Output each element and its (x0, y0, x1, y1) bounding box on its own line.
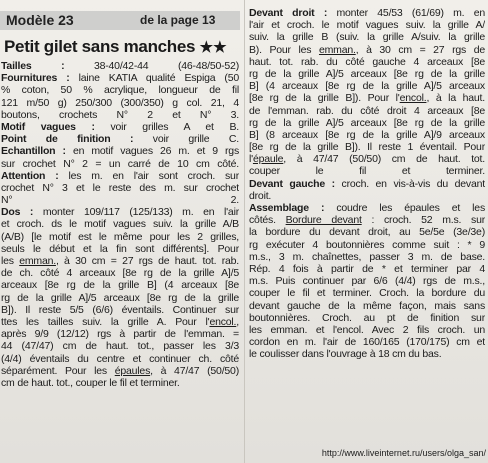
text-line (1, 97, 239, 109)
text-run: la bordure du devant droit, au 5e/5e (3e/3e) (249, 226, 485, 239)
text-run: Rép. 4 fois à partir de * et terminer par 4 (249, 262, 485, 275)
text-run: (A/B) [le motif est le même pour les 2 grilles, (1, 230, 239, 243)
text-line (249, 165, 485, 177)
text-run: boutonnières. Croch. au pt de finition sur (249, 311, 485, 324)
text-line (1, 255, 239, 267)
text-line (249, 68, 485, 80)
text-run: B] (4 arceaux [8e rg de la grille A]/5 arceaux (249, 80, 485, 93)
text-line (249, 141, 485, 153)
source-watermark: http://www.liveinternet.ru/users/olga_san/ (321, 448, 486, 458)
column-divider (244, 0, 245, 463)
text-run: % coton, 50 % acrylique, longueur de fil (1, 84, 239, 97)
text-line (1, 292, 239, 304)
text-run: B). Pour les (249, 43, 319, 56)
instructions-left (1, 60, 239, 389)
text-run: cordon en m. l'air de 160/165 (170/175) cm et (249, 336, 485, 349)
text-line (1, 279, 239, 291)
section-heading: Tailles : (1, 60, 94, 72)
text-line (249, 348, 485, 360)
text-run: de l'emman. rab. du côté droit 4 arceaux [8e (249, 104, 485, 117)
section-heading: Attention : (1, 169, 69, 182)
text-run: voir grilles A et B. (110, 120, 239, 133)
text-run: voir grille C. (152, 133, 239, 146)
text-run: crochet N° 3 et le reste des m. sur crochet (1, 181, 239, 194)
text-line (1, 206, 239, 218)
text-line (1, 340, 239, 352)
text-run: , à 47/47 (50/50) (150, 364, 239, 377)
underlined-term: encol. (209, 315, 237, 328)
text-line (1, 60, 239, 72)
text-run: : croch. 52 m.s. sur (361, 214, 485, 227)
text-line (249, 31, 485, 43)
text-run: [8e rg de la grille B]). Il reste 1 éventail. Pour (249, 141, 485, 154)
text-line (1, 328, 239, 340)
text-run: coudre les épaules et les (336, 202, 485, 214)
section-heading: Point de finition : (1, 133, 153, 146)
text-run: couper le fil et terminer. Croch. la bordure du (249, 287, 485, 300)
text-run: les (1, 255, 20, 267)
text-line (249, 239, 485, 251)
text-line (1, 182, 239, 194)
text-line (1, 170, 239, 182)
section-heading: Fournitures : (1, 72, 79, 85)
text-line (249, 312, 485, 324)
text-run: rg de la grille A]/5 arceaux [8e rg de la grille (249, 67, 485, 80)
text-line (1, 145, 239, 157)
underlined-term: Bordure devant (285, 214, 362, 227)
text-run: m.s. Puis continuer par 6/6 (4/4) rgs de m.s., (249, 275, 485, 288)
text-run: après 9/9 (12/12) rgs à partir de l'emman. = (1, 328, 239, 341)
text-run: sur crochet N° 2 = un carré de 10 cm côté. (1, 157, 239, 170)
text-run: rg exécuter 4 boutonnières comme suit : * 9 (249, 238, 485, 251)
text-run: les m. en l'air sont croch. sur (68, 169, 239, 182)
text-line (1, 316, 239, 328)
pattern-title-text: Petit gilet sans manches (4, 37, 196, 56)
text-run: , (236, 315, 239, 328)
text-line (249, 324, 485, 336)
text-run: [8e rg de la grille B]). Pour l' (249, 92, 400, 105)
text-line (249, 44, 485, 56)
text-line (1, 353, 239, 365)
text-line (249, 19, 485, 31)
text-run: de ch. côté 4 arceaux [8e rg de la grille A]/5 (1, 267, 239, 280)
text-line (1, 243, 239, 255)
text-run: couper le fil et terminer. (249, 165, 485, 178)
text-run: et croch. ds le motif vagues suiv. la grille A/B (1, 218, 239, 231)
section-heading: Devant droit : (249, 7, 337, 19)
text-run: rg de la grille A]/5 arceaux [8e rg de la grille (249, 116, 485, 129)
text-run: monter 45/53 (61/69) m. en (336, 7, 485, 19)
text-run: l' (249, 153, 253, 166)
text-line (1, 84, 239, 96)
underlined-term: emman. (19, 255, 56, 267)
text-line (249, 275, 485, 287)
text-run: 44 (47/47) cm de haut. tot., passer les 3/3 (1, 340, 239, 353)
text-line (1, 231, 239, 243)
text-line (249, 105, 485, 117)
text-line (249, 263, 485, 275)
text-run: , à 47/47 (50/50) cm de haut. tot. (283, 153, 485, 166)
page-reference: de la page 13 (140, 13, 216, 27)
text-run: B] (8 arceaux [8e rg de la grille A]/9 arceaux (249, 128, 485, 141)
text-run: les emman. et l'encol. Avec 2 fils croch. un (249, 323, 485, 336)
text-line (1, 365, 239, 377)
text-run: (4/4) éventails du centre et continuer ch. côté (1, 352, 239, 365)
text-line (1, 194, 239, 206)
text-line (1, 158, 239, 170)
text-run: B]). Il reste 5/5 (6/6) éventails. Continuer sur (1, 303, 239, 316)
text-line (1, 377, 239, 389)
text-run: , à la haut. (426, 92, 485, 105)
text-line (1, 133, 239, 145)
text-run: laine KATIA qualité Espiga (50 (78, 72, 239, 85)
text-run: , à 30 cm = 27 rgs de (355, 43, 485, 56)
text-line (249, 300, 485, 312)
text-run: m.s., 3 m. chaînettes, passer 3 m. de base. (249, 250, 485, 263)
text-run: séparément. Pour les (1, 364, 115, 377)
section-heading: Motif vagues : (1, 120, 111, 133)
text-line (249, 80, 485, 92)
text-line (1, 109, 239, 121)
text-line (249, 190, 485, 202)
section-heading: Echantillon : (1, 145, 73, 158)
text-line (249, 226, 485, 238)
text-run: en motif vagues 26 m. et 9 rgs (72, 145, 239, 158)
text-run: haut. tot. rab. du côté gauche 4 arceaux [8e (249, 55, 485, 68)
underlined-term: encol. (399, 92, 427, 105)
underlined-term: épaules (114, 364, 151, 377)
text-run: ttes les tailles suiv. la grille A. Pour l' (1, 315, 210, 328)
text-run: le coulisser dans l'ouvrage à 18 cm du bas. (249, 348, 442, 361)
text-line (1, 218, 239, 230)
text-line (249, 153, 485, 165)
instructions-right (249, 7, 485, 360)
text-run: côtés. (249, 214, 286, 227)
text-run: suiv. la grille B (suiv. la grille A/suiv. la grille (249, 31, 485, 44)
underlined-term: épaule (252, 153, 284, 166)
text-run: N° 2. (1, 194, 239, 207)
text-line (249, 202, 485, 214)
pattern-title (4, 36, 242, 59)
text-run: monter 109/117 (125/133) m. en l'air (42, 206, 239, 219)
text-run: rg de la grille A]/5 arceaux [8e rg de la grille (1, 291, 239, 304)
text-line (249, 117, 485, 129)
underlined-term: emman. (318, 43, 356, 56)
text-run: cm de haut. tot., couper le fil et terminer. (1, 376, 180, 389)
text-run: l'air et croch. le motif vagues suiv. la grille A/ (249, 19, 485, 32)
text-run: droit. (249, 189, 272, 202)
text-run: croch. en vis-à-vis du devant (341, 177, 485, 190)
text-run: arceaux [8e rg de la grille B] (4 arceaux [8e (1, 279, 239, 292)
text-run: 38-40/42-44 (46-48/50-52) (93, 60, 239, 72)
text-line (1, 72, 239, 84)
text-line (249, 251, 485, 263)
text-line (249, 129, 485, 141)
text-run: seuls le début et la fin sont différents]. Pour (1, 242, 239, 255)
text-line (249, 92, 485, 104)
text-line (1, 121, 239, 133)
section-heading: Assemblage : (249, 202, 337, 214)
text-run: 121 m/50 g) 250/300 (300/350) g col. 21, 4 (1, 96, 239, 109)
text-line (249, 7, 485, 19)
section-heading: Dos : (1, 206, 43, 219)
difficulty-stars: ★★ (199, 39, 227, 56)
text-line (249, 287, 485, 299)
section-heading: Devant gauche : (249, 177, 342, 190)
text-run: , à 30 cm = 27 rgs de haut. tot. rab. (55, 255, 239, 267)
text-line (1, 267, 239, 279)
text-run: devant gauche de la même façon, mais sans (249, 299, 485, 312)
text-run: boutons, crochets N° 2 et N° 3. (1, 108, 239, 121)
text-line (249, 56, 485, 68)
text-line (1, 304, 239, 316)
text-line (249, 214, 485, 226)
text-line (249, 178, 485, 190)
text-line (249, 336, 485, 348)
model-number: Modèle 23 (6, 12, 74, 28)
